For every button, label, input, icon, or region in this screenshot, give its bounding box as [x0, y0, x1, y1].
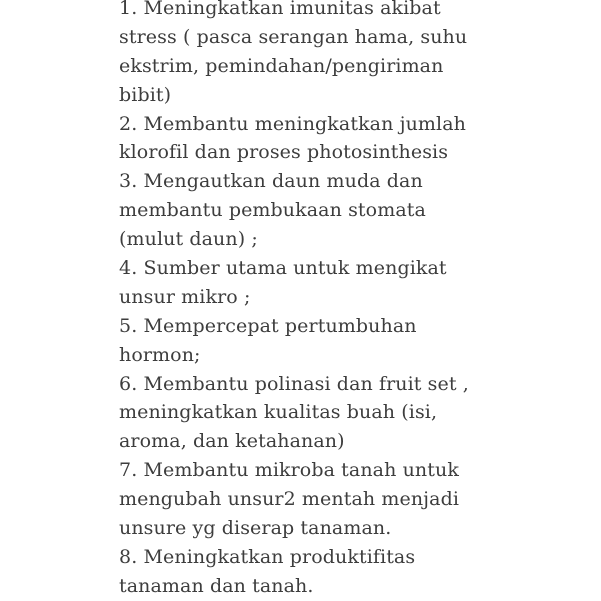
- text-line: 4. Sumber utama untuk mengikat: [119, 257, 447, 280]
- text-line: 3. Mengautkan daun muda dan: [119, 170, 423, 193]
- text-line: klorofil dan proses photosinthesis: [119, 141, 449, 164]
- text-line: hormon;: [119, 343, 201, 366]
- text-line: 1. Meningkatkan imunitas akibat: [119, 0, 441, 19]
- benefits-list: [119, 0, 601, 601]
- text-line: ekstrim, pemindahan/pengiriman: [119, 54, 444, 77]
- text-line: 6. Membantu polinasi dan fruit set ,: [119, 372, 469, 395]
- text-line: membantu pembukaan stomata: [119, 199, 426, 222]
- text-line: stress ( pasca serangan hama, suhu: [119, 25, 468, 48]
- text-line: 8. Meningkatkan produktifitas: [119, 545, 416, 568]
- text-line: (mulut daun) ;: [119, 228, 258, 251]
- text-line: unsure yg diserap tanaman.: [119, 517, 392, 540]
- text-line: mengubah unsur2 mentah menjadi: [119, 488, 460, 511]
- text-line: 5. Mempercepat pertumbuhan: [119, 314, 417, 337]
- text-line: unsur mikro ;: [119, 285, 251, 308]
- text-line: bibit): [119, 83, 172, 106]
- text-line: tanaman dan tanah.: [119, 574, 314, 597]
- text-line: 2. Membantu meningkatkan jumlah: [119, 112, 466, 135]
- text-line: meningkatkan kualitas buah (isi,: [119, 401, 438, 424]
- text-line: aroma, dan ketahanan): [119, 430, 345, 453]
- text-line: 7. Membantu mikroba tanah untuk: [119, 459, 459, 482]
